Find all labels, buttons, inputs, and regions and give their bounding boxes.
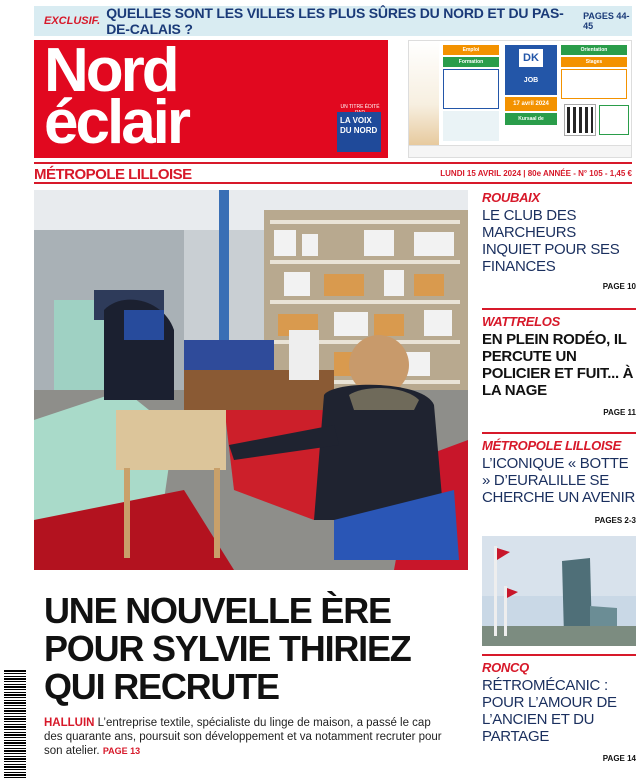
banner-tag: EXCLUSIF. [44, 15, 101, 27]
dkjob-advertisement[interactable] [408, 40, 632, 158]
sidebar-title: LE CLUB DES MARCHEURS INQUIET POUR SES FINANCES [482, 207, 620, 275]
sidebar-page-ref: PAGES 2-3 [594, 516, 636, 525]
sidebar-title: EN PLEIN RODÉO, IL PERCUTE UN POLICIER ET FUIT... À LA NAGE [482, 331, 634, 399]
top-banner[interactable] [34, 6, 632, 36]
logo-nord: Nord [44, 40, 177, 105]
dk-mark: DK [519, 49, 543, 67]
main-story-page-ref: PAGE 13 [102, 746, 141, 756]
banner-page-ref: PAGES 44-45 [583, 11, 630, 31]
sidebar-page-ref: PAGE 10 [602, 282, 636, 291]
ad-date: 17 avril 2024 [505, 97, 557, 111]
main-headline-line: QUI RECRUTE [44, 666, 279, 707]
main-story-body [44, 716, 444, 758]
edition-bar [34, 162, 632, 184]
ad-sponsor-logos [409, 145, 632, 157]
sidebar-title: RÉTROMÉCANIC : POUR L’AMOUR DE L’ANCIEN ET DU PARTAGE [482, 677, 617, 745]
banner-headline: QUELLES SONT LES VILLES LES PLUS SÛRES DU NORD ET DU PAS-DE-CALAIS ? [106, 5, 564, 37]
sidebar-divider [482, 654, 636, 656]
ad-cta-panel [599, 105, 629, 135]
edition-name: MÉTROPOLE LILLOISE [34, 166, 192, 183]
sidebar-story-wattrelos[interactable] [482, 308, 636, 424]
sidebar-title: L’ICONIQUE « BOTTE » D’EURALILLE SE CHERCHE UN AVENIR [482, 455, 635, 506]
main-story-kicker: HALLUIN [44, 717, 95, 729]
issue-dateline: LUNDI 15 AVRIL 2024 | 80e ANNÉE - N° 105 - 1,45 € [440, 169, 632, 178]
barcode-icon [4, 670, 26, 778]
sidebar-divider [482, 308, 636, 310]
sidebar-photo-euralille[interactable] [482, 536, 636, 646]
main-story-text: L’entreprise textile, spécialiste du linge de maison, a passé le cap des quarante ans, poursuit son développement et va notamment recruter pour son atelier. [44, 717, 442, 757]
ad-box-stages: Stages [561, 57, 627, 67]
partner-caption: UN TITRE ÉDITÉ [340, 104, 380, 110]
sidebar-page-ref: PAGE 14 [602, 754, 636, 763]
sidebar-story-roncq[interactable] [482, 654, 636, 778]
la-voix-du-nord-logo: LA VOIX DU NORD [337, 112, 381, 152]
ad-box-emploi: Emploi [443, 45, 499, 55]
qr-code-icon[interactable] [565, 105, 595, 135]
ad-box-orientation: Orientation [561, 45, 627, 55]
ad-venue: Kursaal de Dunkerque [505, 113, 557, 125]
ad-info-panel [443, 69, 499, 109]
ad-box-formation: Formation [443, 57, 499, 67]
main-headline-line: POUR SYLVIE THIRIEZ [44, 628, 411, 669]
masthead-logo [34, 40, 388, 158]
sidebar-kicker: WATTRELOS [482, 314, 560, 329]
euralille-tower-illustration [482, 536, 636, 646]
sidebar-story-metropole[interactable] [482, 432, 636, 532]
ad-city-illustration [409, 41, 439, 147]
main-headline-line: UNE NOUVELLE ÈRE [44, 590, 391, 631]
main-story-photo[interactable] [34, 190, 468, 570]
ad-icons-panel [443, 111, 499, 141]
sidebar-kicker: ROUBAIX [482, 190, 540, 205]
sidebar-kicker: MÉTROPOLE LILLOISE [482, 438, 622, 453]
job-mark: JOB [523, 77, 539, 84]
sidebar-story-roubaix[interactable] [482, 190, 636, 302]
textile-workshop-illustration [34, 190, 468, 570]
ad-info-panel-right [561, 69, 627, 99]
logo-eclair: éclair [44, 88, 189, 157]
dkjob-logo [505, 45, 557, 95]
sidebar-divider [482, 432, 636, 434]
sidebar-kicker: RONCQ [482, 660, 529, 675]
sidebar-page-ref: PAGE 11 [603, 408, 636, 417]
main-headline[interactable] [44, 592, 474, 706]
